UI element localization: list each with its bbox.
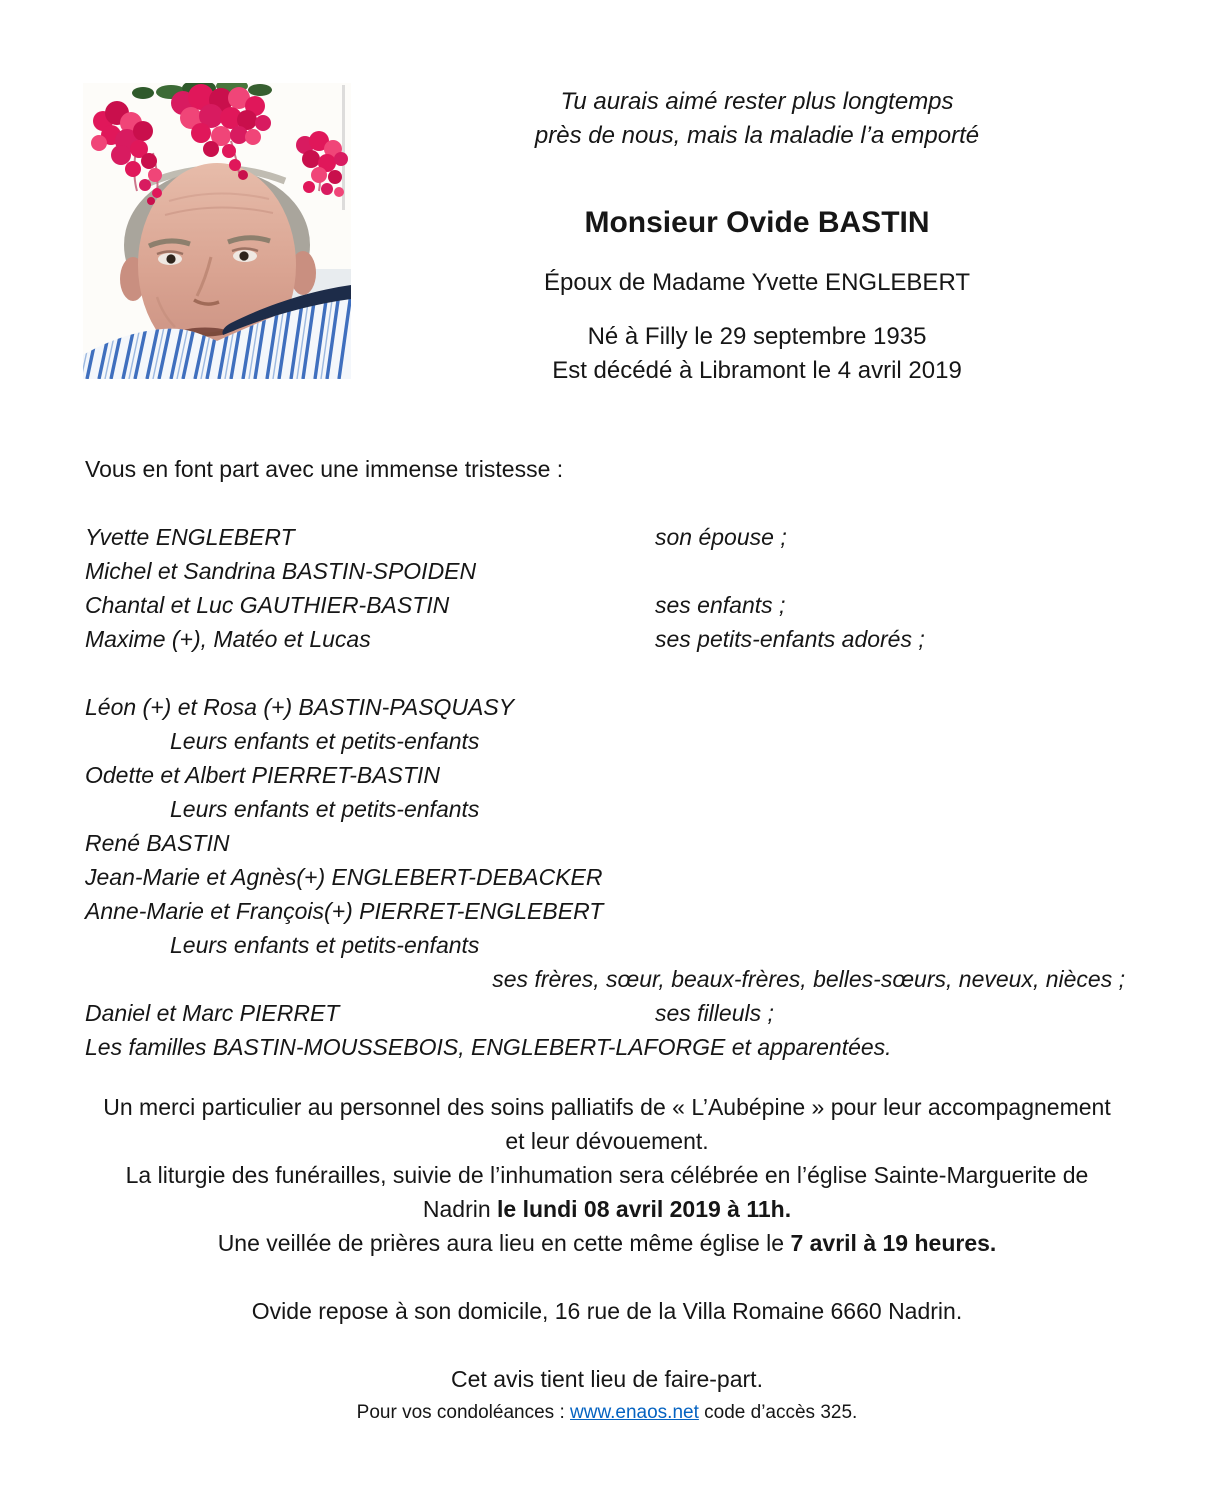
mourner-name: Yvette ENGLEBERT [85,524,295,550]
relation-label: ses petits-enfants adorés ; [655,626,925,652]
liturgy-line-1: La liturgie des funérailles, suivie de l’inhumation sera célébrée en l’église Sainte-Marguerite de [125,1162,1089,1188]
mourner-name: Chantal et Luc GAUTHIER-BASTIN [85,592,450,618]
mourner-name: Les familles BASTIN-MOUSSEBOIS, ENGLEBERT-LAFORGE et apparentées. [85,1034,892,1060]
condolences-suffix: code d’accès 325. [698,1402,858,1423]
mourner-row-sub [85,792,1125,826]
relation-label: son épouse ; [655,524,787,550]
mourner-name: Odette et Albert PIERRET-BASTIN [85,762,440,788]
mourner-name: Michel et Sandrina BASTIN-SPOIDEN [85,558,477,584]
memorial-quote-line-2: près de nous, mais la maladie l’a emporté [534,122,980,149]
condolences-line [45,1396,1169,1430]
death-line: Est décédé à Libramont le 4 avril 2019 [552,357,962,384]
relation-summary-row [85,962,1125,996]
mourner-row-sub [85,724,1125,758]
notice-line: Cet avis tient lieu de faire-part. [451,1366,763,1392]
mourner-row [85,588,1125,622]
mourner-name: Maxime (+), Matéo et Lucas [85,626,371,652]
closing-block [45,1090,1169,1430]
mourner-row [85,826,1125,860]
mourner-row [85,894,1125,928]
mourner-row [85,622,1125,656]
spouse-line: Époux de Madame Yvette ENGLEBERT [543,269,970,296]
mourner-row-sub [85,928,1125,962]
deceased-name-title: Monsieur Ovide BASTIN [584,206,930,239]
mourner-name: Leurs enfants et petits-enfants [170,728,480,754]
mourner-name: Leurs enfants et petits-enfants [170,932,480,958]
thanks-line-2: et leur dévouement. [505,1128,709,1154]
repose-line: Ovide repose à son domicile, 16 rue de la Villa Romaine 6660 Nadrin. [251,1298,963,1324]
vigil-text: Une veillée de prières aura lieu en cette même église le [217,1230,791,1256]
mourner-row [85,690,1125,724]
condolences-prefix: Pour vos condoléances : [356,1402,571,1423]
mourner-name: Anne-Marie et François(+) PIERRET-ENGLEBERT [85,898,604,924]
mourner-name: René BASTIN [85,830,230,856]
mourner-name: Léon (+) et Rosa (+) BASTIN-PASQUASY [85,694,515,720]
header-block [390,85,1124,388]
mourner-row [85,520,1125,554]
paragraph-spacer [45,1260,1169,1294]
paragraph-spacer [45,1328,1169,1362]
relation-label: ses frères, sœur, beaux-frères, belles-sœurs, neveux, nièces ; [492,966,1125,992]
announcement-intro: Vous en font part avec une immense tristesse : [85,456,564,482]
mourner-name: Daniel et Marc PIERRET [85,1000,340,1026]
relation-label: ses filleuls ; [655,1000,774,1026]
condolences-link[interactable]: www.enaos.net [570,1402,699,1423]
mourner-name: Jean-Marie et Agnès(+) ENGLEBERT-DEBACKER [85,864,603,890]
liturgy-line-2 [45,1192,1169,1226]
mourner-row [85,860,1125,894]
mourners-list [85,520,1125,1064]
mourner-row [85,554,1125,588]
liturgy-datetime: le lundi 08 avril 2019 à 11h. [497,1196,792,1222]
mourner-row [85,1030,1125,1064]
relation-label: ses enfants ; [655,592,786,618]
vigil-line [45,1226,1169,1260]
portrait-photo-image [83,83,351,379]
memorial-quote-line-1: Tu aurais aimé rester plus longtemps [560,88,954,115]
vigil-datetime: 7 avril à 19 heures. [790,1230,997,1256]
birth-line: Né à Filly le 29 septembre 1935 [587,323,927,350]
mourner-name: Leurs enfants et petits-enfants [170,796,480,822]
mourner-row [85,758,1125,792]
list-spacer [85,656,1125,690]
deceased-portrait-photo [83,83,351,379]
mourner-row [85,996,1125,1030]
thanks-line-1: Un merci particulier au personnel des soins palliatifs de « L’Aubépine » pour leur accompagnement [103,1094,1111,1120]
liturgy-location: Nadrin [422,1196,498,1222]
